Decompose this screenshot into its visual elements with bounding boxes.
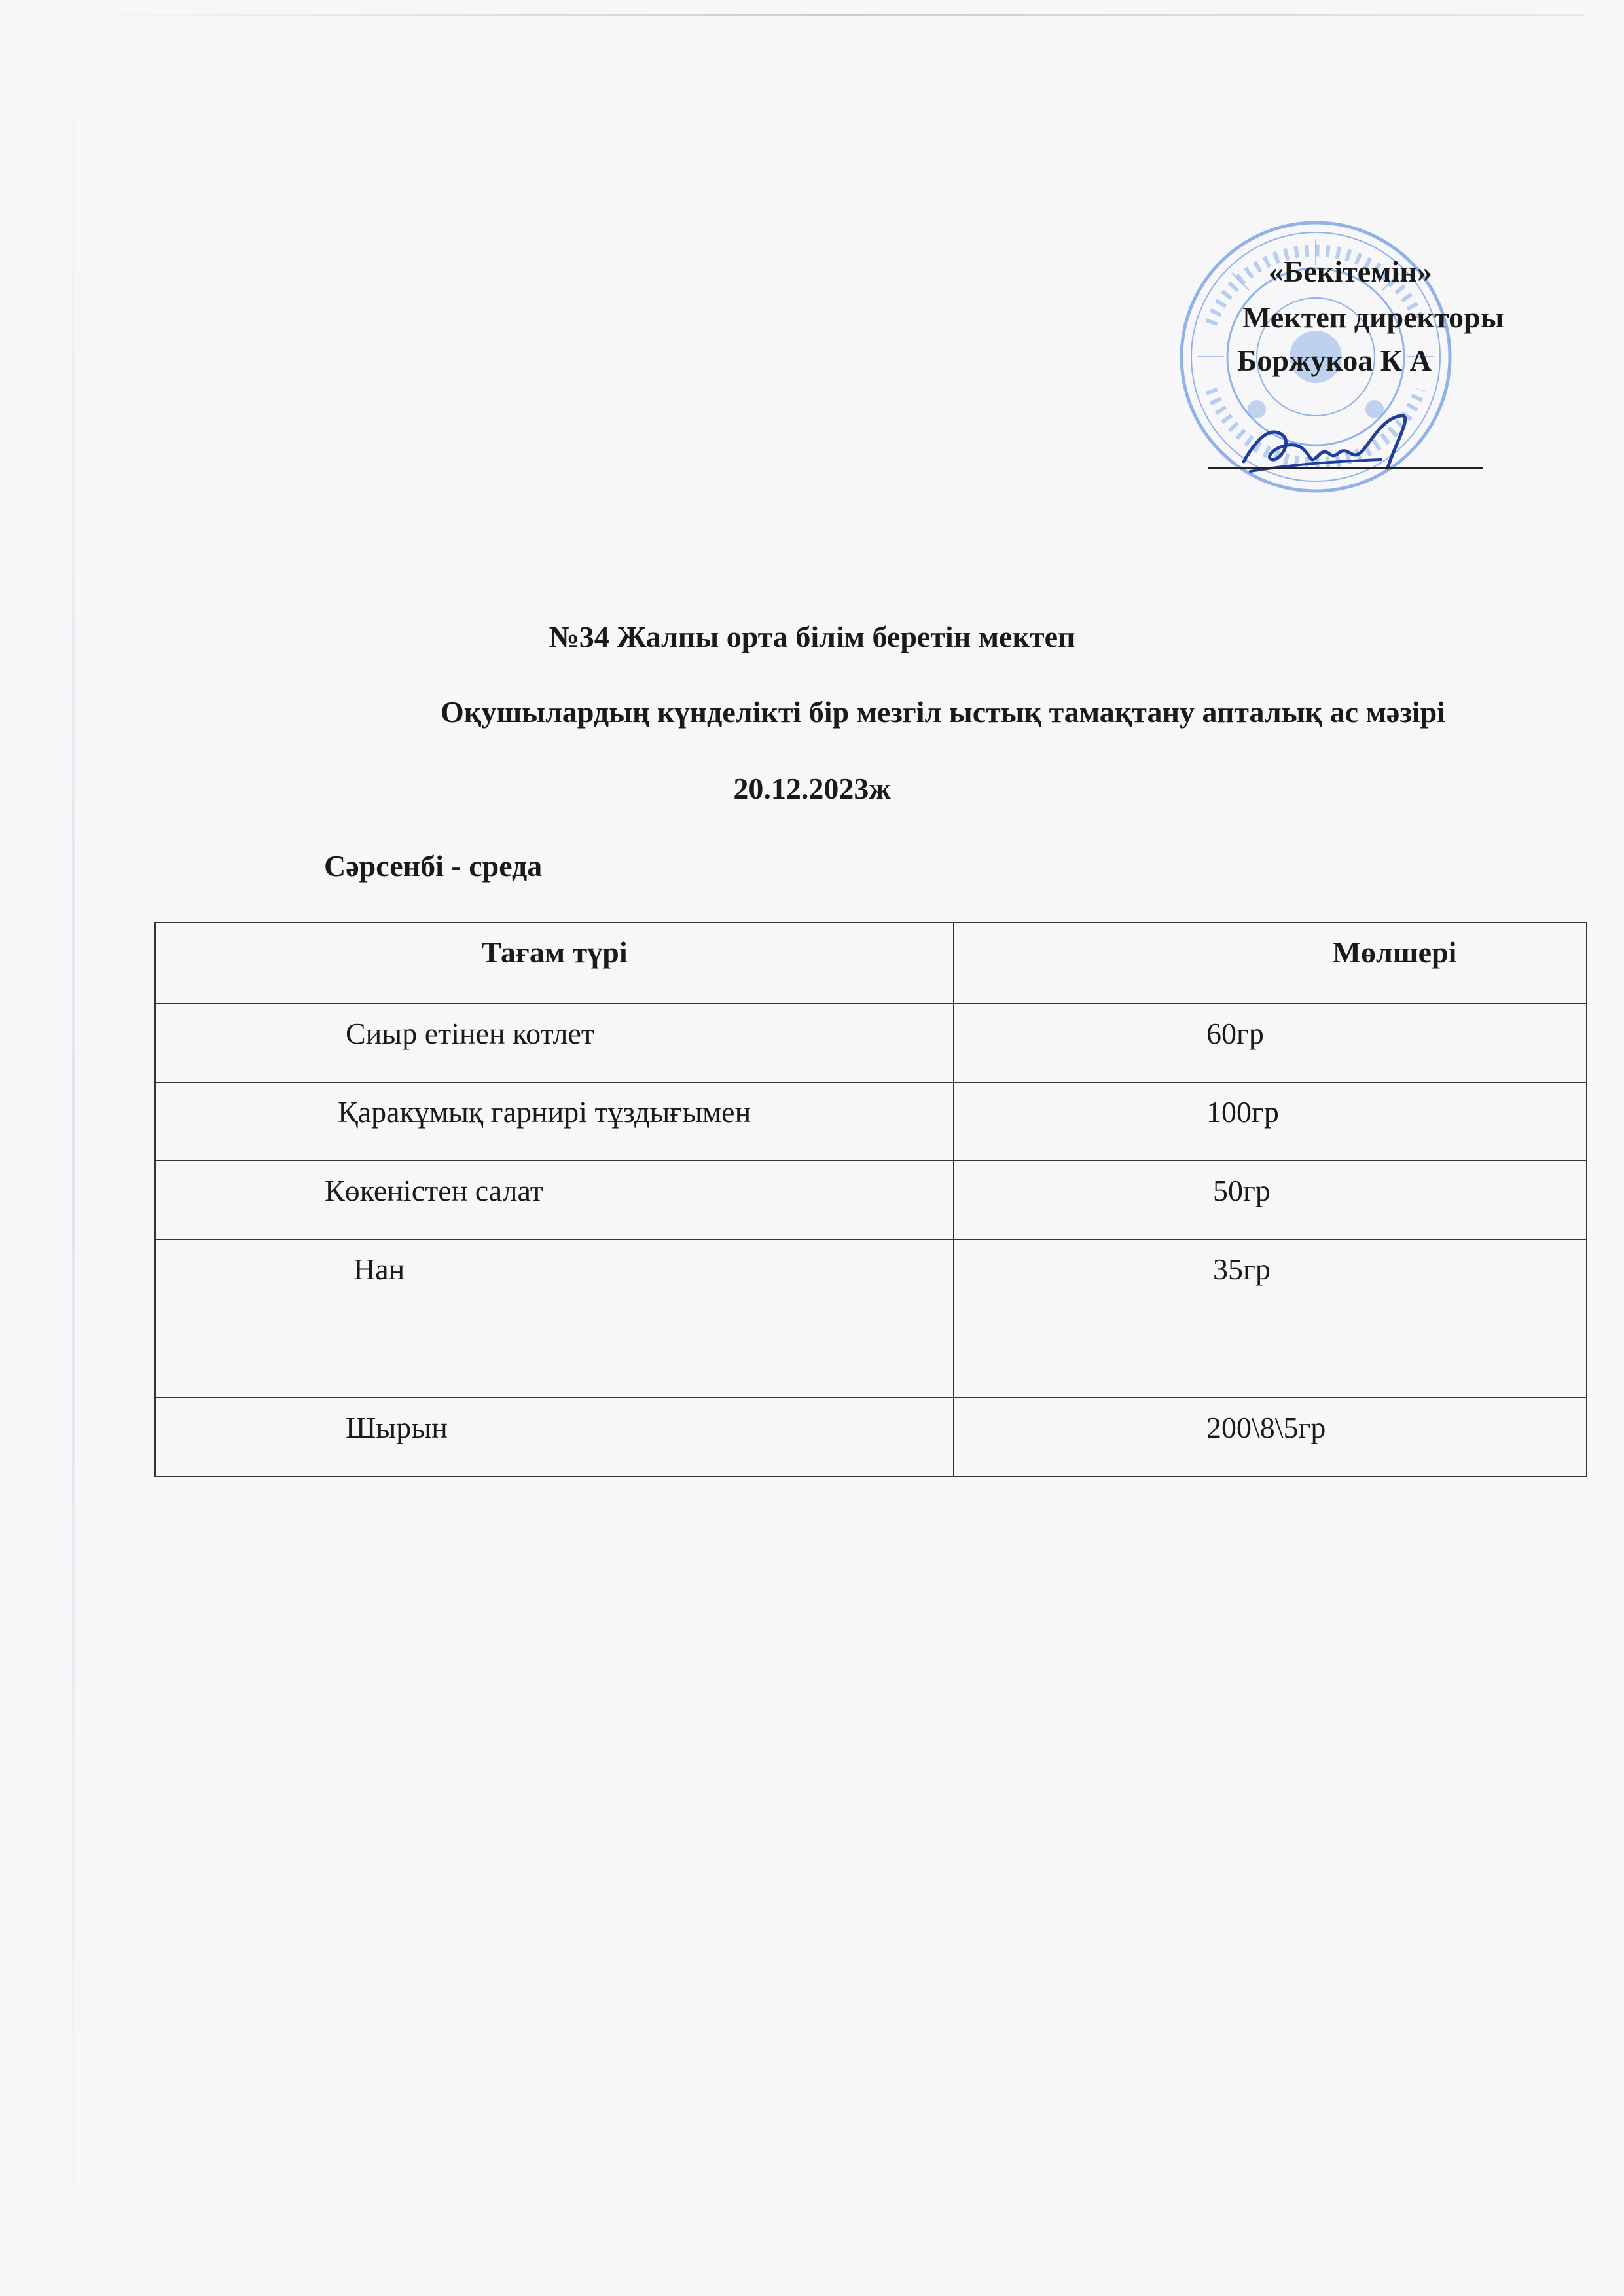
scan-edge: [79, 14, 1584, 16]
signature-line: [1208, 467, 1483, 469]
approval-name: Боржукоа К А: [1237, 344, 1432, 377]
header-dish: Тағам түрі: [155, 922, 954, 1004]
weekday-label: Сәрсенбі - среда: [324, 849, 543, 883]
approval-position: Мектеп директоры: [1242, 301, 1504, 334]
dish-cell: Көкеністен салат: [155, 1161, 954, 1239]
amount-cell: 50гр: [954, 1161, 1587, 1239]
menu-table: [154, 922, 1587, 1477]
table-row: [155, 1004, 1587, 1082]
dish-cell: Қаракұмық гарнирі тұздығымен: [155, 1082, 954, 1161]
header-amount: Мөлшері: [954, 922, 1587, 1004]
dish-cell: Шырын: [155, 1398, 954, 1476]
table-row: [155, 1239, 1587, 1398]
director-signature: [1231, 399, 1440, 484]
menu-date: 20.12.2023ж: [733, 772, 891, 805]
scan-edge: [72, 26, 75, 2278]
school-title: №34 Жалпы орта білім беретін мектеп: [549, 620, 1075, 653]
dish-cell: Сиыр етінен котлет: [155, 1004, 954, 1082]
table-row: [155, 1161, 1587, 1239]
amount-cell: 100гр: [954, 1082, 1587, 1161]
table-header-row: [155, 922, 1587, 1004]
approval-title: «Бекітемін»: [1269, 255, 1432, 288]
menu-subtitle: Оқушылардың күнделікті бір мезгіл ыстық тамақтану апталық ас мәзірі: [441, 695, 1445, 729]
dish-cell: Нан: [155, 1239, 954, 1398]
table-row: [155, 1398, 1587, 1476]
amount-cell: 35гр: [954, 1239, 1587, 1398]
table-row: [155, 1082, 1587, 1161]
amount-cell: 60гр: [954, 1004, 1587, 1082]
amount-cell: 200\8\5гр: [954, 1398, 1587, 1476]
